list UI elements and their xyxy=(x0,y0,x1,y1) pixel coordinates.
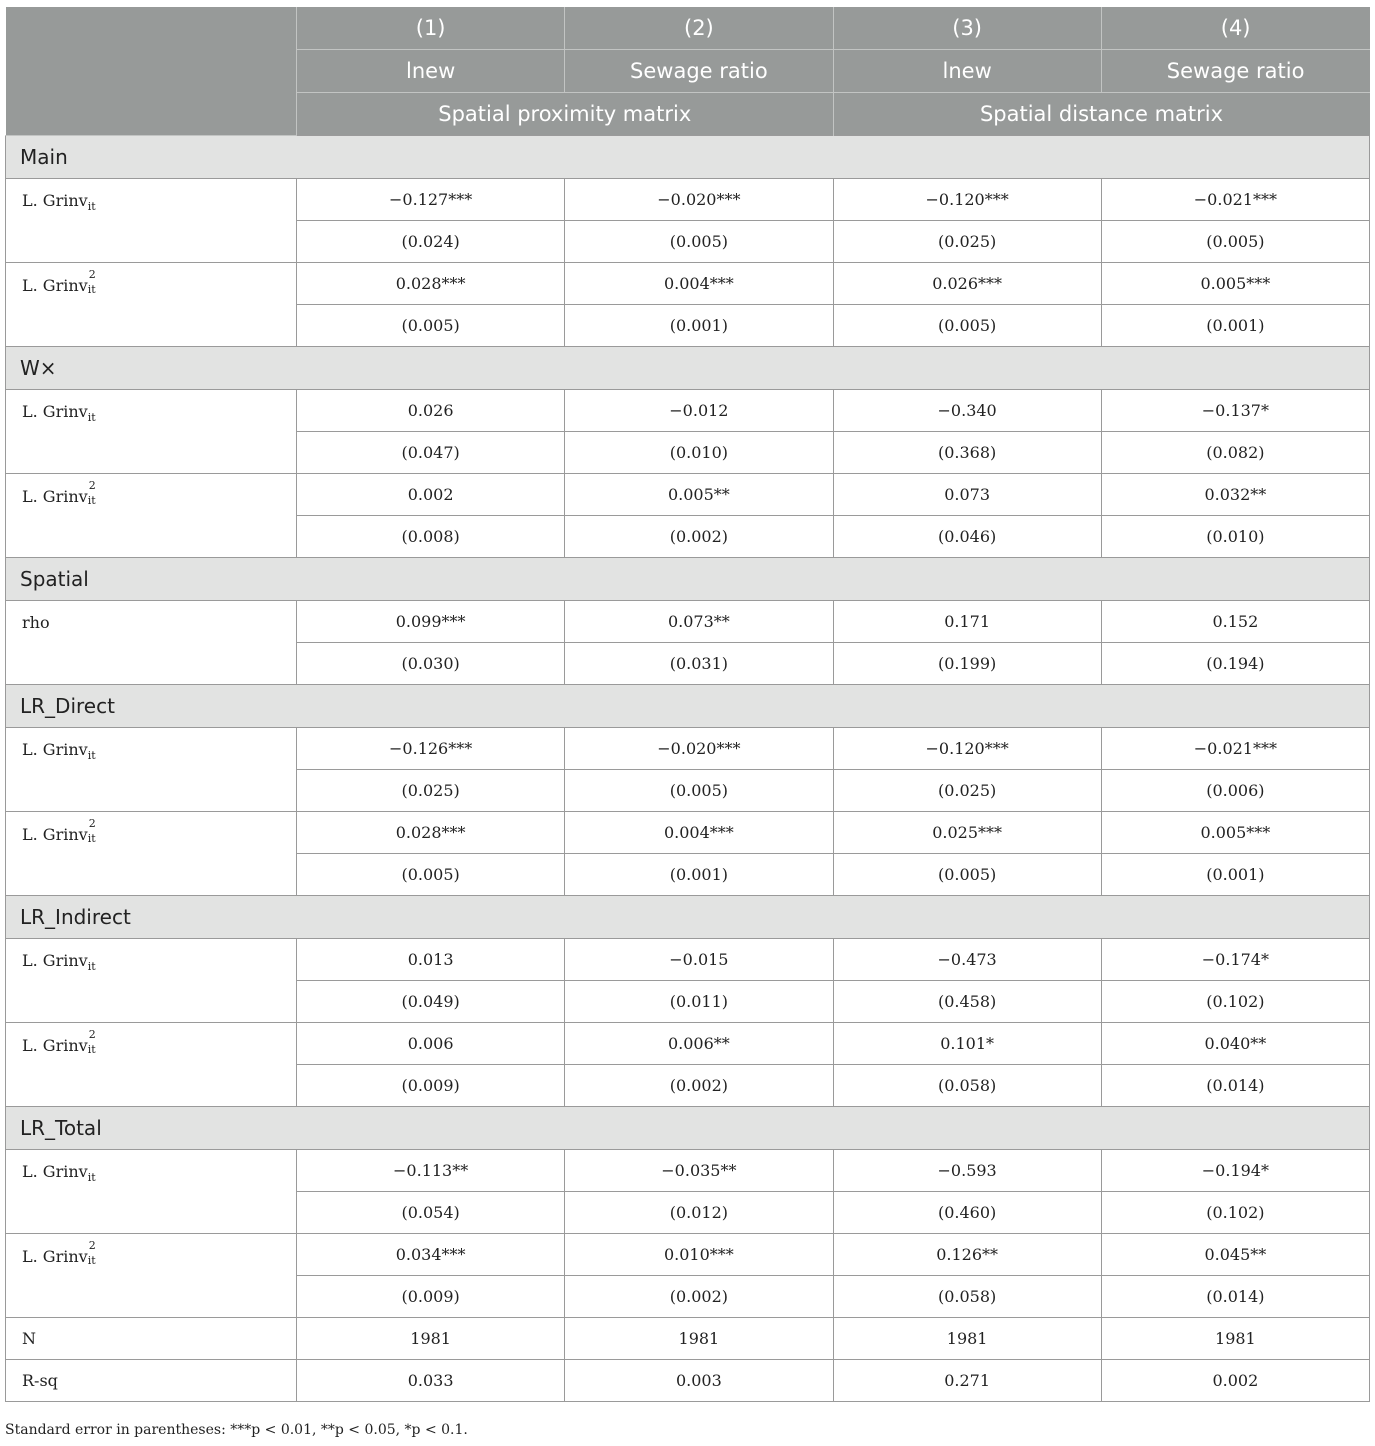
coefficient-cell: −0.174* xyxy=(1101,939,1369,981)
std-error-cell: (0.005) xyxy=(297,854,565,896)
std-error-cell: (0.024) xyxy=(297,221,565,263)
section-title: LR_Indirect xyxy=(6,896,1370,939)
section-header-row xyxy=(6,136,1370,179)
coefficient-cell: −0.127*** xyxy=(297,179,565,221)
std-error-cell: (0.102) xyxy=(1101,1192,1369,1234)
summary-row xyxy=(6,1360,1370,1402)
coefficient-cell: 0.073** xyxy=(565,601,833,643)
col-depvar-2: Sewage ratio xyxy=(565,50,833,93)
coefficient-cell: −0.020*** xyxy=(565,179,833,221)
col-number-4: (4) xyxy=(1101,7,1369,50)
variable-name: L. Grinv xyxy=(22,1036,88,1055)
std-error-cell: (0.010) xyxy=(565,432,833,474)
variable-name: L. Grinv xyxy=(22,276,88,295)
std-error-cell: (0.014) xyxy=(1101,1065,1369,1107)
col-depvar-4: Sewage ratio xyxy=(1101,50,1369,93)
summary-label: N xyxy=(6,1318,297,1360)
std-error-cell: (0.199) xyxy=(833,643,1101,685)
std-error-cell: (0.005) xyxy=(833,854,1101,896)
coefficient-row xyxy=(6,601,1370,643)
regression-table xyxy=(5,7,1370,1402)
variable-scripts xyxy=(87,268,100,296)
variable-name: L. Grinv xyxy=(22,951,88,970)
std-error-cell: (0.005) xyxy=(1101,221,1369,263)
variable-scripts xyxy=(87,817,100,845)
variable-subscript: it xyxy=(87,494,96,507)
coefficient-row xyxy=(6,812,1370,854)
summary-value: 0.033 xyxy=(297,1360,565,1402)
coefficient-cell: −0.340 xyxy=(833,390,1101,432)
row-label xyxy=(6,728,297,812)
coefficient-cell: 0.002 xyxy=(297,474,565,516)
row-label xyxy=(6,263,297,347)
coefficient-row xyxy=(6,939,1370,981)
row-label xyxy=(6,179,297,263)
variable-scripts xyxy=(87,1239,100,1267)
std-error-cell: (0.001) xyxy=(1101,854,1369,896)
coefficient-cell: −0.020*** xyxy=(565,728,833,770)
std-error-cell: (0.031) xyxy=(565,643,833,685)
std-error-cell: (0.005) xyxy=(565,770,833,812)
std-error-cell: (0.001) xyxy=(565,854,833,896)
std-error-cell: (0.001) xyxy=(1101,305,1369,347)
coefficient-cell: 0.004*** xyxy=(565,812,833,854)
coefficient-cell: 0.171 xyxy=(833,601,1101,643)
coefficient-cell: 0.010*** xyxy=(565,1234,833,1276)
row-label xyxy=(6,1234,297,1318)
row-label xyxy=(6,390,297,474)
std-error-cell: (0.002) xyxy=(565,516,833,558)
coefficient-cell: 0.028*** xyxy=(297,812,565,854)
coefficient-cell: 0.025*** xyxy=(833,812,1101,854)
col-number-3: (3) xyxy=(833,7,1101,50)
std-error-cell: (0.025) xyxy=(833,770,1101,812)
summary-value: 1981 xyxy=(833,1318,1101,1360)
section-title: LR_Direct xyxy=(6,685,1370,728)
std-error-cell: (0.010) xyxy=(1101,516,1369,558)
std-error-cell: (0.047) xyxy=(297,432,565,474)
std-error-cell: (0.058) xyxy=(833,1065,1101,1107)
section-header-row xyxy=(6,896,1370,939)
section-title: LR_Total xyxy=(6,1107,1370,1150)
std-error-cell: (0.025) xyxy=(297,770,565,812)
table-body xyxy=(6,136,1370,1402)
variable-name: L. Grinv xyxy=(22,1247,88,1266)
std-error-cell: (0.005) xyxy=(833,305,1101,347)
std-error-cell: (0.049) xyxy=(297,981,565,1023)
coefficient-cell: 0.026*** xyxy=(833,263,1101,305)
section-header-row xyxy=(6,558,1370,601)
std-error-cell: (0.030) xyxy=(297,643,565,685)
std-error-cell: (0.460) xyxy=(833,1192,1101,1234)
std-error-cell: (0.008) xyxy=(297,516,565,558)
coefficient-cell: 0.152 xyxy=(1101,601,1369,643)
std-error-cell: (0.001) xyxy=(565,305,833,347)
section-title: W× xyxy=(6,347,1370,390)
variable-scripts xyxy=(87,1028,100,1056)
variable-name: L. Grinv xyxy=(22,402,88,421)
std-error-cell: (0.009) xyxy=(297,1276,565,1318)
std-error-cell: (0.006) xyxy=(1101,770,1369,812)
coefficient-cell: 0.013 xyxy=(297,939,565,981)
summary-value: 0.003 xyxy=(565,1360,833,1402)
variable-subscript: it xyxy=(87,283,96,296)
std-error-cell: (0.014) xyxy=(1101,1276,1369,1318)
col-depvar-3: lnew xyxy=(833,50,1101,93)
coefficient-cell: 0.101* xyxy=(833,1023,1101,1065)
coefficient-cell: −0.593 xyxy=(833,1150,1101,1192)
coefficient-cell: −0.126*** xyxy=(297,728,565,770)
coefficient-cell: −0.015 xyxy=(565,939,833,981)
section-header-row xyxy=(6,685,1370,728)
summary-value: 1981 xyxy=(565,1318,833,1360)
variable-superscript: 2 xyxy=(88,479,96,492)
variable-scripts xyxy=(87,479,100,507)
variable-subscript: it xyxy=(87,1043,96,1056)
coefficient-row xyxy=(6,263,1370,305)
coefficient-row xyxy=(6,1150,1370,1192)
coefficient-cell: 0.034*** xyxy=(297,1234,565,1276)
coefficient-cell: −0.120*** xyxy=(833,728,1101,770)
header-corner xyxy=(6,7,297,136)
coefficient-cell: 0.040** xyxy=(1101,1023,1369,1065)
variable-name: L. Grinv xyxy=(22,191,88,210)
std-error-cell: (0.005) xyxy=(565,221,833,263)
std-error-cell: (0.009) xyxy=(297,1065,565,1107)
row-label xyxy=(6,812,297,896)
coefficient-cell: −0.113** xyxy=(297,1150,565,1192)
summary-value: 1981 xyxy=(297,1318,565,1360)
variable-subscript: it xyxy=(87,960,96,974)
coefficient-cell: −0.120*** xyxy=(833,179,1101,221)
section-header-row xyxy=(6,1107,1370,1150)
std-error-cell: (0.012) xyxy=(565,1192,833,1234)
coefficient-cell: 0.005** xyxy=(565,474,833,516)
std-error-cell: (0.002) xyxy=(565,1065,833,1107)
coefficient-cell: 0.006** xyxy=(565,1023,833,1065)
col-number-2: (2) xyxy=(565,7,833,50)
coefficient-row xyxy=(6,390,1370,432)
coefficient-cell: −0.021*** xyxy=(1101,179,1369,221)
col-number-1: (1) xyxy=(297,7,565,50)
std-error-cell: (0.054) xyxy=(297,1192,565,1234)
std-error-cell: (0.002) xyxy=(565,1276,833,1318)
section-title: Main xyxy=(6,136,1370,179)
col-depvar-1: lnew xyxy=(297,50,565,93)
variable-superscript: 2 xyxy=(88,1028,96,1041)
row-label: rho xyxy=(6,601,297,685)
coefficient-cell: 0.126** xyxy=(833,1234,1101,1276)
coefficient-row xyxy=(6,1234,1370,1276)
variable-name: L. Grinv xyxy=(22,740,88,759)
coefficient-row xyxy=(6,474,1370,516)
std-error-cell: (0.011) xyxy=(565,981,833,1023)
std-error-cell: (0.082) xyxy=(1101,432,1369,474)
coefficient-cell: 0.004*** xyxy=(565,263,833,305)
coefficient-cell: 0.032** xyxy=(1101,474,1369,516)
coefficient-cell: −0.137* xyxy=(1101,390,1369,432)
row-label xyxy=(6,474,297,558)
std-error-cell: (0.046) xyxy=(833,516,1101,558)
std-error-cell: (0.102) xyxy=(1101,981,1369,1023)
coefficient-cell: 0.026 xyxy=(297,390,565,432)
std-error-cell: (0.458) xyxy=(833,981,1101,1023)
group-proximity-matrix: Spatial proximity matrix xyxy=(297,93,834,136)
section-title: Spatial xyxy=(6,558,1370,601)
variable-subscript: it xyxy=(87,1171,96,1185)
coefficient-cell: 0.045** xyxy=(1101,1234,1369,1276)
row-label xyxy=(6,939,297,1023)
std-error-cell: (0.194) xyxy=(1101,643,1369,685)
variable-name: L. Grinv xyxy=(22,825,88,844)
variable-subscript: it xyxy=(87,832,96,845)
summary-label: R-sq xyxy=(6,1360,297,1402)
coefficient-cell: 0.028*** xyxy=(297,263,565,305)
coefficient-cell: −0.035** xyxy=(565,1150,833,1192)
coefficient-row xyxy=(6,728,1370,770)
table-footnote: Standard error in parentheses: ***p < 0.01, **p < 0.05, *p < 0.1. xyxy=(5,1422,468,1438)
coefficient-cell: −0.194* xyxy=(1101,1150,1369,1192)
row-label xyxy=(6,1023,297,1107)
summary-value: 0.002 xyxy=(1101,1360,1369,1402)
coefficient-cell: 0.099*** xyxy=(297,601,565,643)
std-error-cell: (0.368) xyxy=(833,432,1101,474)
variable-superscript: 2 xyxy=(88,1239,96,1252)
coefficient-row xyxy=(6,179,1370,221)
table-header xyxy=(6,7,1370,136)
coefficient-cell: 0.006 xyxy=(297,1023,565,1065)
summary-value: 1981 xyxy=(1101,1318,1369,1360)
variable-name: L. Grinv xyxy=(22,487,88,506)
std-error-cell: (0.005) xyxy=(297,305,565,347)
summary-row xyxy=(6,1318,1370,1360)
row-label xyxy=(6,1150,297,1234)
variable-superscript: 2 xyxy=(88,268,96,281)
coefficient-cell: 0.005*** xyxy=(1101,812,1369,854)
coefficient-cell: 0.073 xyxy=(833,474,1101,516)
variable-subscript: it xyxy=(87,1254,96,1267)
coefficient-cell: −0.021*** xyxy=(1101,728,1369,770)
variable-superscript: 2 xyxy=(88,817,96,830)
variable-subscript: it xyxy=(87,200,96,214)
std-error-cell: (0.025) xyxy=(833,221,1101,263)
std-error-cell: (0.058) xyxy=(833,1276,1101,1318)
coefficient-cell: 0.005*** xyxy=(1101,263,1369,305)
summary-value: 0.271 xyxy=(833,1360,1101,1402)
coefficient-cell: −0.473 xyxy=(833,939,1101,981)
variable-subscript: it xyxy=(87,411,96,425)
group-distance-matrix: Spatial distance matrix xyxy=(833,93,1370,136)
coefficient-cell: −0.012 xyxy=(565,390,833,432)
coefficient-row xyxy=(6,1023,1370,1065)
variable-subscript: it xyxy=(87,749,96,763)
section-header-row xyxy=(6,347,1370,390)
variable-name: L. Grinv xyxy=(22,1162,88,1181)
